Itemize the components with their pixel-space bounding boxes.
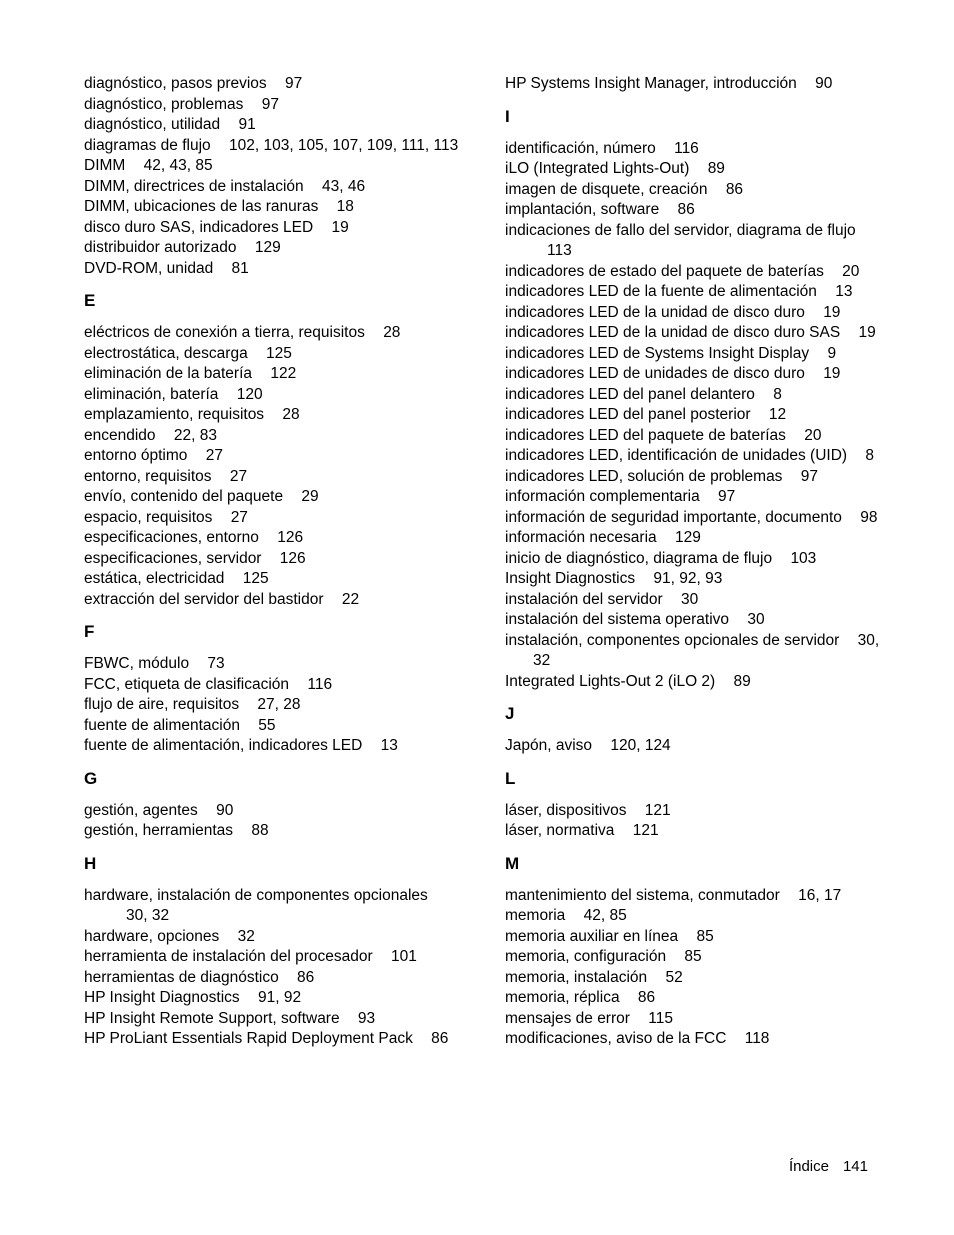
index-term: herramienta de instalación del procesador xyxy=(84,948,373,965)
index-term: diagnóstico, utilidad xyxy=(84,116,221,133)
index-term: gestión, agentes xyxy=(84,801,198,819)
index-term: instalación del sistema operativo xyxy=(505,611,730,628)
index-column-left xyxy=(84,74,464,1050)
index-pages: 115 xyxy=(648,1009,673,1027)
index-term: eléctricos de conexión a tierra, requisitos xyxy=(84,324,365,341)
index-term: extracción del servidor del bastidor xyxy=(84,590,324,608)
index-pages: 9 xyxy=(827,344,837,362)
index-term: indicadores LED de la unidad de disco duro SAS xyxy=(505,324,841,341)
index-entry xyxy=(505,364,880,385)
index-pages: 125 xyxy=(242,570,269,587)
index-entry xyxy=(84,95,464,116)
index-term: entorno óptimo xyxy=(84,447,188,464)
index-pages: 20 xyxy=(804,426,822,444)
index-pages: 118 xyxy=(744,1030,770,1047)
index-term: fuente de alimentación xyxy=(84,716,240,734)
index-term: instalación, componentes opcionales de servidor xyxy=(505,631,840,649)
index-pages: 27 xyxy=(230,508,248,526)
index-pages: 86 xyxy=(431,1030,449,1047)
index-entry xyxy=(505,74,880,95)
index-entry xyxy=(505,906,880,927)
index-pages: 12 xyxy=(768,406,787,423)
index-term: Insight Diagnostics xyxy=(505,570,636,587)
index-pages: 129 xyxy=(254,239,281,256)
index-term: memoria, instalación xyxy=(505,968,648,986)
index-entry xyxy=(84,675,464,696)
index-entry xyxy=(84,569,464,590)
index-section xyxy=(505,704,880,757)
index-term: modificaciones, aviso de la FCC xyxy=(505,1030,727,1047)
index-pages: 116 xyxy=(307,675,333,693)
index-entry xyxy=(505,1009,880,1030)
index-term: Integrated Lights-Out 2 (iLO 2) xyxy=(505,672,716,690)
index-term: identificación, número xyxy=(505,139,656,157)
index-pages: 13 xyxy=(835,283,853,300)
index-pages: 29 xyxy=(301,488,319,505)
index-pages: 27, 28 xyxy=(257,696,301,713)
index-term: eliminación de la batería xyxy=(84,365,253,382)
index-term: diagnóstico, pasos previos xyxy=(84,75,267,92)
index-pages: 97 xyxy=(284,75,303,92)
index-term: HP Insight Remote Support, software xyxy=(84,1009,340,1027)
index-entry xyxy=(505,610,880,631)
index-entry xyxy=(505,467,880,488)
index-pages: 20 xyxy=(842,262,860,280)
index-entry xyxy=(505,262,880,283)
index-entry xyxy=(84,136,464,157)
index-pages: 122 xyxy=(270,365,297,382)
index-entry xyxy=(505,947,880,968)
index-pages: 88 xyxy=(251,822,269,839)
index-entry xyxy=(84,528,464,549)
index-pages: 16, 17 xyxy=(798,886,842,904)
index-entry xyxy=(505,968,880,989)
index-pages: 22 xyxy=(341,590,360,608)
section-letter: I xyxy=(505,106,510,126)
index-pages: 116 xyxy=(674,139,699,157)
index-term: Japón, aviso xyxy=(505,737,593,754)
index-term: envío, contenido del paquete xyxy=(84,488,284,505)
index-entry xyxy=(84,156,464,177)
index-entry xyxy=(84,177,464,198)
index-term: indicadores LED del panel posterior xyxy=(505,406,751,423)
index-entry xyxy=(84,115,464,136)
index-entry xyxy=(84,549,464,570)
index-entry xyxy=(505,200,880,221)
index-entry xyxy=(84,947,464,968)
index-entry xyxy=(84,1029,464,1050)
index-section xyxy=(505,74,880,95)
index-term: mantenimiento del sistema, conmutador xyxy=(505,886,780,904)
index-entry xyxy=(84,654,464,675)
section-letter: L xyxy=(505,768,516,788)
index-section xyxy=(84,769,464,842)
section-letter: M xyxy=(505,853,520,873)
index-term: indicadores LED, identificación de unidades (UID) xyxy=(505,447,848,464)
section-letter: J xyxy=(505,704,515,723)
index-entry xyxy=(505,180,880,201)
index-term: memoria xyxy=(505,907,566,924)
index-pages: 19 xyxy=(858,324,876,341)
index-entry xyxy=(84,467,464,488)
index-term: indicadores LED de la unidad de disco duro xyxy=(505,303,805,321)
index-entry xyxy=(505,821,880,842)
index-entry xyxy=(84,968,464,989)
index-entry xyxy=(84,927,464,948)
index-entry xyxy=(505,886,880,907)
index-pages: 86 xyxy=(725,180,744,198)
index-pages: 129 xyxy=(674,529,701,546)
index-entry xyxy=(84,238,464,259)
index-entry xyxy=(505,528,880,549)
index-term: encendido xyxy=(84,426,156,444)
index-term: indicadores LED del panel delantero xyxy=(505,385,755,403)
index-term: iLO (Integrated Lights-Out) xyxy=(505,160,690,177)
index-pages: 93 xyxy=(357,1009,376,1027)
index-pages: 28 xyxy=(383,324,401,341)
index-pages: 90 xyxy=(815,75,833,92)
index-term: información de seguridad importante, documento xyxy=(505,508,842,526)
index-entry xyxy=(84,508,464,529)
footer-label: Índice xyxy=(788,1158,829,1175)
index-entry xyxy=(84,821,464,842)
index-entry xyxy=(505,487,880,508)
index-entry xyxy=(505,405,880,426)
index-term: disco duro SAS, indicadores LED xyxy=(84,218,314,236)
index-term: memoria auxiliar en línea xyxy=(505,927,679,945)
index-term: DVD-ROM, unidad xyxy=(84,259,214,277)
index-term: indicadores LED, solución de problemas xyxy=(505,467,783,485)
index-pages: 30 xyxy=(680,590,699,608)
index-term: memoria, réplica xyxy=(505,989,620,1006)
index-pages: 89 xyxy=(707,160,725,177)
index-pages: 97 xyxy=(261,95,279,113)
index-term: entorno, requisitos xyxy=(84,467,212,485)
index-entry xyxy=(84,988,464,1009)
index-term: HP Insight Diagnostics xyxy=(84,989,240,1006)
index-pages: 13 xyxy=(380,737,398,754)
index-entry xyxy=(84,405,464,426)
index-term: flujo de aire, requisitos xyxy=(84,696,240,713)
index-pages: 89 xyxy=(733,672,751,690)
index-pages: 86 xyxy=(637,989,656,1006)
index-term: memoria, configuración xyxy=(505,948,667,965)
index-pages: 86 xyxy=(297,968,315,986)
index-term: HP ProLiant Essentials Rapid Deployment Pack xyxy=(84,1030,413,1047)
index-entry xyxy=(505,323,880,344)
index-section xyxy=(84,74,464,279)
index-pages: 52 xyxy=(665,968,683,986)
index-pages: 101 xyxy=(390,948,417,965)
index-pages: 91, 92, 93 xyxy=(653,570,723,587)
index-term: DIMM xyxy=(84,157,126,174)
index-pages: 28 xyxy=(282,406,300,423)
index-pages: 18 xyxy=(336,198,354,215)
index-term: indicadores LED de unidades de disco duro xyxy=(505,365,805,382)
index-pages: 91, 92 xyxy=(257,989,302,1006)
index-term: diagnóstico, problemas xyxy=(84,95,244,113)
index-entry xyxy=(505,569,880,590)
index-entry xyxy=(84,736,464,757)
index-entry xyxy=(505,282,880,303)
index-term: láser, dispositivos xyxy=(505,801,627,819)
index-pages: 19 xyxy=(331,218,349,236)
index-column-right xyxy=(505,74,880,1050)
index-entry xyxy=(505,631,880,672)
section-letter: E xyxy=(84,291,96,310)
index-entry xyxy=(84,364,464,385)
index-pages: 121 xyxy=(644,801,671,819)
index-pages: 103 xyxy=(790,549,817,567)
index-pages: 55 xyxy=(258,716,276,734)
index-term: indicadores LED de la fuente de alimentación xyxy=(505,283,817,300)
index-term: emplazamiento, requisitos xyxy=(84,406,265,423)
index-term: estática, electricidad xyxy=(84,570,225,587)
index-pages: 19 xyxy=(823,365,841,382)
index-entry xyxy=(84,197,464,218)
index-entry xyxy=(505,221,880,262)
index-entry xyxy=(505,1029,880,1050)
index-pages: 85 xyxy=(696,927,714,945)
index-entry xyxy=(84,1009,464,1030)
index-pages: 27 xyxy=(229,467,248,485)
index-term: hardware, instalación de componentes opcionales xyxy=(84,886,428,904)
index-entry xyxy=(505,508,880,529)
index-entry xyxy=(84,716,464,737)
index-pages: 27 xyxy=(205,447,223,464)
index-entry xyxy=(84,344,464,365)
index-entry xyxy=(505,927,880,948)
index-pages: 90 xyxy=(216,801,234,819)
index-entry xyxy=(84,695,464,716)
index-entry xyxy=(84,259,464,280)
index-pages: 86 xyxy=(677,201,695,218)
index-term: electrostática, descarga xyxy=(84,344,248,362)
index-section xyxy=(505,107,880,693)
index-pages: 113 xyxy=(547,242,572,259)
index-term: especificaciones, entorno xyxy=(84,529,259,546)
index-term: láser, normativa xyxy=(505,822,615,839)
index-term: diagramas de flujo xyxy=(84,136,211,154)
index-pages: 97 xyxy=(718,488,736,505)
index-entry xyxy=(84,886,464,927)
index-term: hardware, opciones xyxy=(84,927,220,945)
index-entry xyxy=(84,323,464,344)
index-term: mensajes de error xyxy=(505,1009,630,1027)
index-pages: 42, 43, 85 xyxy=(143,157,213,174)
index-entry xyxy=(84,487,464,508)
index-entry xyxy=(505,446,880,467)
index-pages: 73 xyxy=(207,655,225,672)
index-entry xyxy=(505,672,880,693)
index-pages: 91 xyxy=(238,116,256,133)
index-pages: 125 xyxy=(266,344,292,362)
index-term: imagen de disquete, creación xyxy=(505,180,708,198)
index-pages: 8 xyxy=(865,447,874,464)
index-entry xyxy=(505,736,880,757)
index-pages: 126 xyxy=(279,549,306,567)
index-entry xyxy=(505,303,880,324)
index-pages: 43, 46 xyxy=(321,177,366,195)
section-letter: H xyxy=(84,853,97,873)
index-entry xyxy=(505,801,880,822)
index-pages: 97 xyxy=(800,467,818,485)
index-entry xyxy=(505,139,880,160)
index-term: gestión, herramientas xyxy=(84,822,234,839)
index-pages: 19 xyxy=(823,303,841,321)
index-term: inicio de diagnóstico, diagrama de flujo xyxy=(505,549,773,567)
index-term: instalación del servidor xyxy=(505,590,663,608)
index-entry xyxy=(505,426,880,447)
index-pages: 98 xyxy=(860,508,878,526)
index-term: FBWC, módulo xyxy=(84,655,190,672)
index-pages: 85 xyxy=(684,948,702,965)
index-entry xyxy=(505,590,880,611)
index-pages: 81 xyxy=(231,259,249,277)
index-term: FCC, etiqueta de clasificación xyxy=(84,675,290,693)
index-pages: 22, 83 xyxy=(173,426,217,444)
index-entry xyxy=(505,988,880,1009)
index-entry xyxy=(505,549,880,570)
index-pages: 30 xyxy=(747,611,765,628)
index-section xyxy=(505,769,880,842)
index-entry xyxy=(505,344,880,365)
index-entry xyxy=(84,385,464,406)
index-section xyxy=(505,854,880,1050)
index-section xyxy=(84,854,464,1050)
index-term: información necesaria xyxy=(505,529,657,546)
index-pages: 30, 32 xyxy=(533,631,880,669)
index-pages: 120 xyxy=(236,385,263,403)
index-term: especificaciones, servidor xyxy=(84,549,262,567)
index-pages: 42, 85 xyxy=(583,907,627,924)
index-section xyxy=(84,291,464,610)
index-pages: 121 xyxy=(632,822,659,839)
index-term: indicadores LED del paquete de baterías xyxy=(505,426,786,444)
index-entry xyxy=(84,590,464,611)
index-entry xyxy=(84,426,464,447)
footer-page-number: 141 xyxy=(842,1158,868,1175)
index-term: espacio, requisitos xyxy=(84,508,213,526)
index-pages: 120, 124 xyxy=(610,737,671,754)
index-term: DIMM, directrices de instalación xyxy=(84,177,304,195)
index-pages: 126 xyxy=(277,529,304,546)
index-term: indicadores LED de Systems Insight Display xyxy=(505,344,810,362)
index-term: indicaciones de fallo del servidor, diagrama de flujo xyxy=(505,221,856,239)
index-term: distribuidor autorizado xyxy=(84,239,237,256)
index-entry xyxy=(505,385,880,406)
page-footer xyxy=(789,1157,868,1177)
index-entry xyxy=(505,159,880,180)
index-pages: 8 xyxy=(773,385,782,403)
section-letter: F xyxy=(84,622,95,641)
index-term: eliminación, batería xyxy=(84,385,219,403)
index-pages: 32 xyxy=(237,927,255,945)
index-pages: 30, 32 xyxy=(126,907,170,924)
index-term: indicadores de estado del paquete de baterías xyxy=(505,262,824,280)
index-entry xyxy=(84,801,464,822)
index-term: fuente de alimentación, indicadores LED xyxy=(84,737,363,754)
index-term: información complementaria xyxy=(505,488,700,505)
section-letter: G xyxy=(84,768,98,788)
index-entry xyxy=(84,218,464,239)
index-term: implantación, software xyxy=(505,201,660,218)
index-term: DIMM, ubicaciones de las ranuras xyxy=(84,198,319,215)
index-section xyxy=(84,622,464,757)
index-pages: 102, 103, 105, 107, 109, 111, 113 xyxy=(228,136,459,154)
index-entry xyxy=(84,446,464,467)
index-term: herramientas de diagnóstico xyxy=(84,968,279,986)
index-entry xyxy=(84,74,464,95)
index-term: HP Systems Insight Manager, introducción xyxy=(505,75,797,92)
